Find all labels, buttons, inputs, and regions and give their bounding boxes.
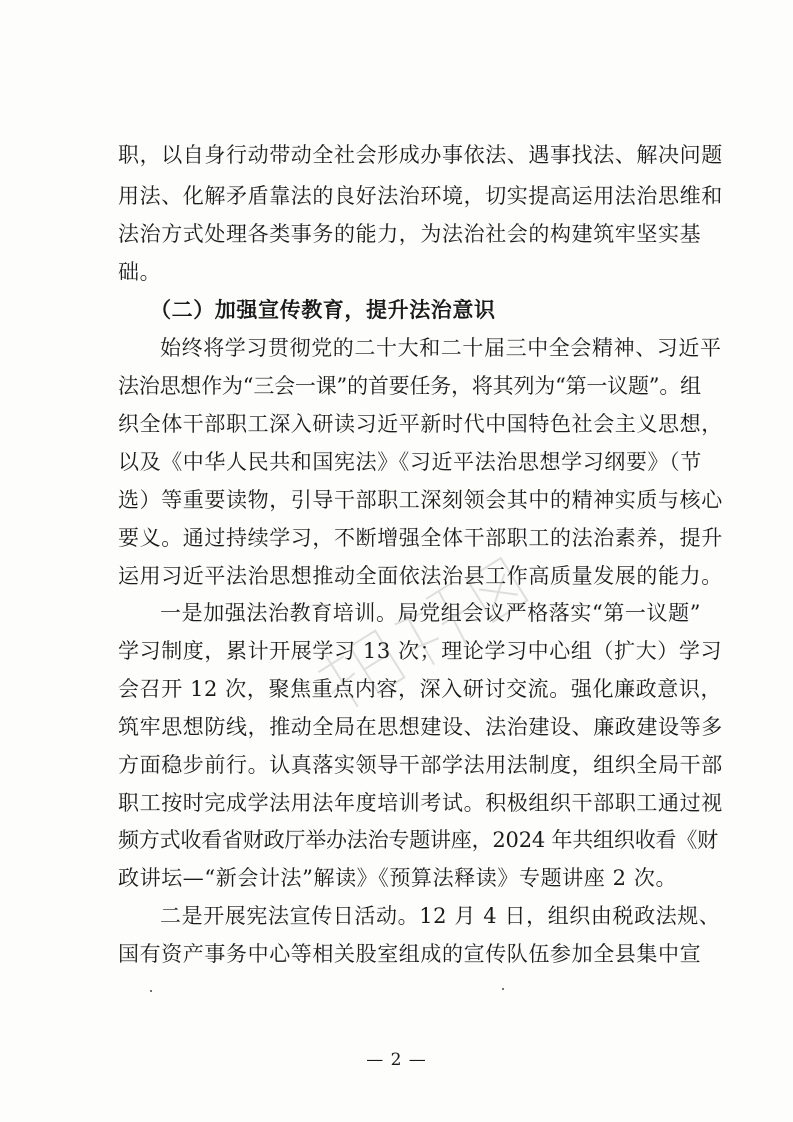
body-line: 始终将学习贯彻党的二十大和二十届三中全会精神、习近平 <box>160 336 722 360</box>
page-number: — 2 — <box>366 1050 427 1070</box>
body-line: 法治方式处理各类事务的能力，为法治社会的构建筑牢坚实基 <box>118 222 702 246</box>
body-line: 运用习近平法治思想推动全面依法治县工作高质量发展的能力。 <box>118 564 723 588</box>
scan-speck <box>150 990 152 992</box>
body-line: 础。 <box>118 260 162 284</box>
body-line: 筑牢思想防线，推动全局在思想建设、法治建设、廉政建设等多 <box>118 715 723 739</box>
body-line: 一是加强法治教育培训。局党组会议严格落实“第一议题” <box>160 601 702 625</box>
body-line: 织全体干部职工深入研读习近平新时代中国特色社会主义思想， <box>118 412 723 436</box>
body-line: 职，以自身行动带动全社会形成办事依法、遇事找法、解决问题 <box>118 143 723 167</box>
body-line: 学习制度，累计开展学习 13 次；理论学习中心组（扩大）学习 <box>118 639 723 663</box>
body-line: 用法、化解矛盾靠法的良好法治环境，切实提高运用法治思维和 <box>118 184 723 208</box>
body-line: 国有资产事务中心等相关股室组成的宣传队伍参加全县集中宣 <box>118 942 702 966</box>
body-line: 职工按时完成学法用法年度培训考试。积极组织干部职工通过视 <box>118 791 723 815</box>
body-line: 选）等重要读物，引导干部职工深刻领会其中的精神实质与核心 <box>118 488 723 512</box>
body-line: 会召开 12 次，聚焦重点内容，深入研讨交流。强化廉政意识， <box>118 677 723 701</box>
body-line: 二是开展宪法宣传日活动。12 月 4 日，组织由税政法规、 <box>160 904 721 928</box>
body-line: 政讲坛—“新会计法”解读》《预算法释读》专题讲座 2 次。 <box>118 866 678 890</box>
body-line: 要义。通过持续学习，不断增强全体干部职工的法治素养，提升 <box>118 526 723 550</box>
section-heading: （二）加强宣传教育，提升法治意识 <box>150 297 496 322</box>
body-line: 以及《中华人民共和国宪法》《习近平法治思想学习纲要》（节 <box>118 450 702 474</box>
scan-speck <box>502 988 504 990</box>
body-line: 方面稳步前行。认真落实领导干部学法用法制度，组织全局干部 <box>118 753 723 777</box>
body-line: 法治思想作为“三会一课”的首要任务，将其列为“第一议题”。组 <box>118 374 701 398</box>
body-line: 频方式收看省财政厅举办法治专题讲座，2024 年共组织收看《财 <box>118 828 718 852</box>
